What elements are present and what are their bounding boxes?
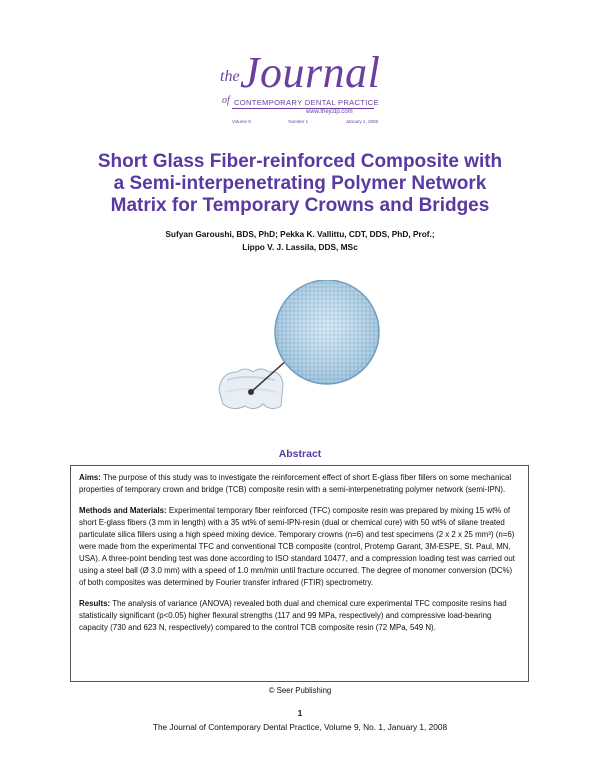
results-label: Results: — [79, 599, 111, 608]
results-text: The analysis of variance (ANOVA) revealed both dual and chemical cure experimental TFC composite resins had statistically significant (p<0.05) higher flexural strengths (117 and 99 MPa, respectively) and compressive load-bearing capacity (730 and 623 N, respectively) compared to the control TCB composite resin (72 MPa, 549 N). — [79, 599, 507, 632]
page-number: 1 — [297, 709, 303, 718]
authors-line-2: Lippo V. J. Lassila, DDS, MSc — [242, 241, 358, 252]
article-title — [60, 151, 540, 217]
title-line-3: Matrix for Temporary Crowns and Bridges — [110, 195, 490, 216]
crown-bridge-shape — [219, 369, 283, 409]
abstract-heading: Abstract — [278, 448, 322, 460]
logo-the: the — [220, 68, 240, 85]
fiber-composite-figure — [215, 280, 385, 430]
logo-date: January 1, 2008 — [345, 119, 378, 124]
title-line-1: Short Glass Fiber-reinforced Composite with — [97, 151, 503, 172]
logo-number: Number 1 — [288, 119, 309, 124]
methods-text: Experimental temporary fiber reinforced (TFC) composite resin was prepared by mixing 15 wt% of short E-glass fibers (3 mm in length) with a 35 wt% of semi-IPN-resin (dual or chemical cure) with 50 wt% of silane treated particulate silica fillers using a high speed mixing device. Temporary crowns (n=6) and test specimens (2 x 2 x 25 mm³) (n=6) were made from the experimental TFC and conventional TCB composite (control, Protemp Garant, 3M-ESPE, St. Paul, MN, USA). A three-point bending test was done according to ISO standard 10477, and a compression loading test was carried out using a steel ball (Ø 3.0 mm) with a speed of 1.0 mm/min until fracture occurred. The degree of monomer conversion (DC%) of both composites was determined by Fourier transfer infrared (FTIR) spectrometry. — [79, 506, 515, 587]
title-line-2: a Semi-interpenetrating Polymer Network — [113, 173, 487, 194]
page-footer: The Journal of Contemporary Dental Practice, Volume 9, No. 1, January 1, 2008 — [152, 722, 448, 732]
logo-of: of — [222, 95, 230, 106]
callout-dot — [248, 389, 254, 395]
abstract-methods — [79, 505, 520, 589]
journal-logo — [208, 48, 381, 133]
logo-journal: Journal — [240, 48, 381, 97]
logo-volume: Volume 9 — [232, 119, 251, 124]
abstract-box — [70, 465, 529, 682]
authors-line-1: Sufyan Garoushi, BDS, PhD; Pekka K. Vallittu, CDT, DDS, PhD, Prof.; — [165, 229, 435, 239]
publisher-credit: © Seer Publishing — [268, 686, 332, 695]
aims-text: The purpose of this study was to investigate the reinforcement effect of short E-glass fiber fillers on some mechanical properties of temporary crown and bridge (TCB) composite resin with a semi-interpenetrating polymer network (semi-IPN). — [79, 473, 512, 494]
magnified-fiber-view — [275, 280, 379, 384]
abstract-aims — [79, 472, 520, 496]
article-authors — [100, 228, 500, 253]
logo-issue-info — [232, 119, 378, 124]
aims-label: Aims: — [79, 473, 101, 482]
logo-subtitle: CONTEMPORARY DENTAL PRACTICE — [234, 98, 379, 107]
logo-url: www.thejcdp.com — [306, 109, 353, 115]
methods-label: Methods and Materials: — [79, 506, 167, 515]
abstract-results — [79, 598, 520, 634]
